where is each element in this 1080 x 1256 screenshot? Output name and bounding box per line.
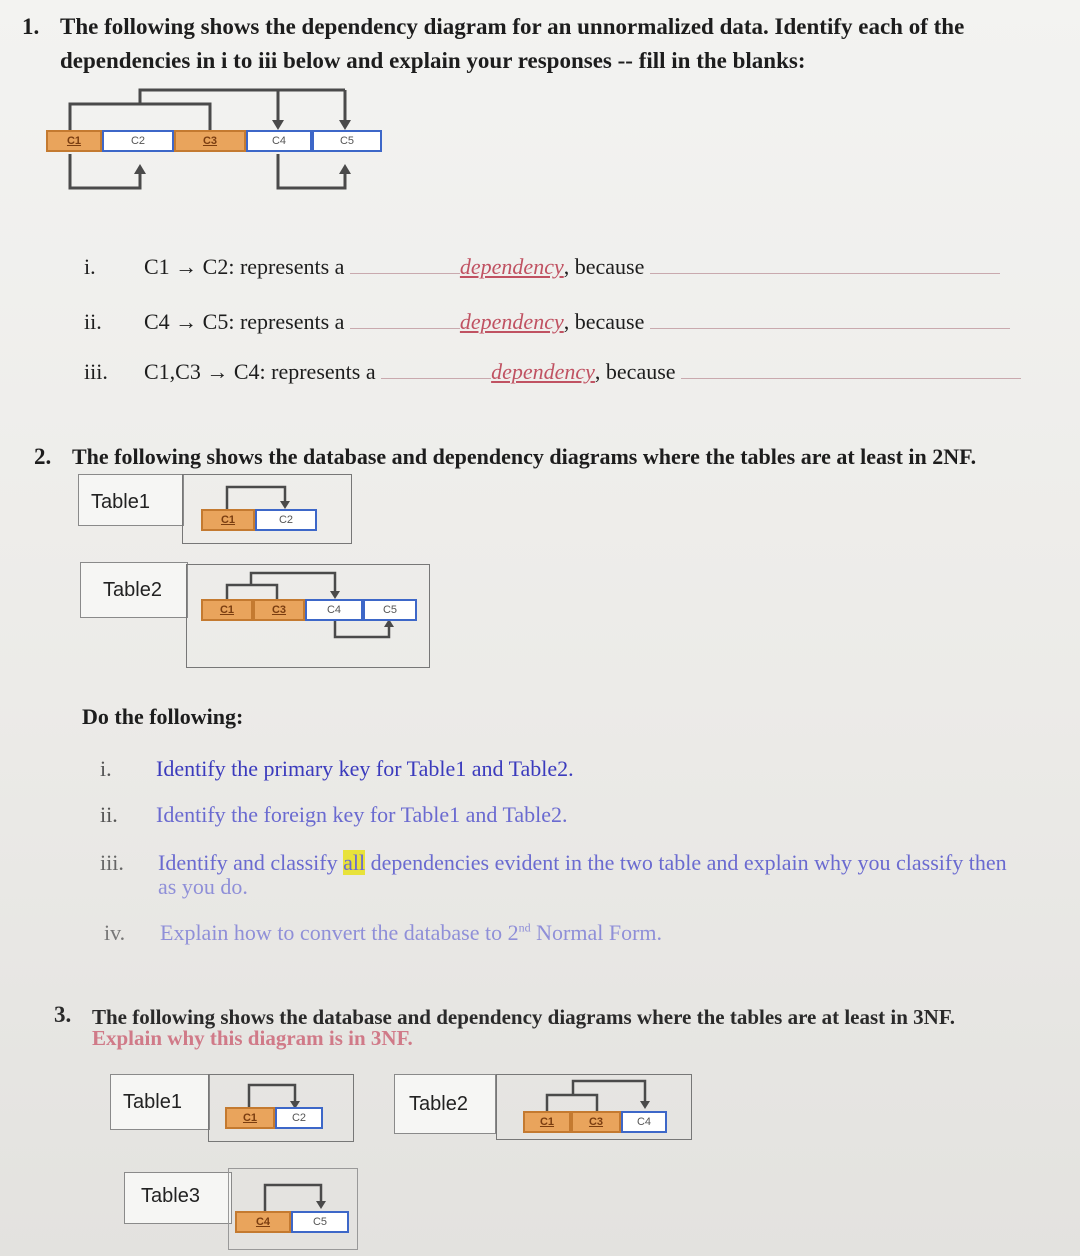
q2-task-2 <box>100 802 568 828</box>
q3-table2-name: Table2 <box>409 1093 468 1115</box>
q1-item-2-dep: dependency <box>459 309 564 334</box>
q2-task-4-text-before: Explain how to convert the database to 2 <box>160 920 519 945</box>
q3-table3-cell-c4: C4 <box>235 1211 291 1233</box>
q2-task-4-text-after: Normal Form. <box>530 920 663 945</box>
q1-item-3-num: iii. <box>84 359 108 384</box>
q1-item-1-blank[interactable] <box>350 259 460 274</box>
q3-table3-label-box <box>124 1172 232 1224</box>
q2-text: The following shows the database and dependency diagrams where the tables are at least in 2NF. <box>72 444 977 469</box>
q2-table1-diagram <box>182 474 352 544</box>
q3-table2-cell-c3: C3 <box>571 1111 621 1133</box>
q2-task-3-line2: as you do. <box>158 874 248 899</box>
q2-task-1 <box>100 756 574 782</box>
q2-task-4 <box>104 920 662 946</box>
q1-text-line1: The following shows the dependency diagram for an unnormalized data. Identify each of the <box>60 14 965 39</box>
q2-table2-diagram <box>186 564 430 668</box>
q2-task-3-text-before: Identify and classify <box>158 850 338 875</box>
q2-task-4-num: iv. <box>104 920 126 945</box>
q2-table2-cell-c1: C1 <box>201 599 253 621</box>
q2-task-1-num: i. <box>100 756 112 781</box>
q3-table3-name: Table3 <box>141 1185 200 1207</box>
q3-table2-cell-c1: C1 <box>523 1111 571 1133</box>
q1-item-3-because: , because <box>594 359 676 384</box>
q3-table1-diagram <box>208 1074 354 1142</box>
q2-table2-cell-c5: C5 <box>363 599 417 621</box>
q1-item-3-dep: dependency <box>491 359 595 384</box>
q3-table2-diagram <box>496 1074 692 1140</box>
q3-table1-cell-c2: C2 <box>275 1107 323 1129</box>
q2-task-1-text: Identify the primary key for Table1 and Table2. <box>156 756 574 781</box>
q2-table1-cell-c2: C2 <box>255 509 317 531</box>
q2-task-4-sup: nd <box>518 920 531 935</box>
q1-item-1-dep: dependency <box>459 254 564 279</box>
q3-subtext: Explain why this diagram is in 3NF. <box>92 1026 413 1050</box>
q2-task-3-num: iii. <box>100 850 124 875</box>
q2-table2-cell-c3: C3 <box>253 599 305 621</box>
q3-table1-cell-c1: C1 <box>225 1107 275 1129</box>
q1-cell-c2: C2 <box>102 130 174 152</box>
q2-task-3-text-after: dependencies evident in the two table and explain why you classify then <box>370 850 1007 875</box>
q3-number: 3. <box>54 1002 72 1027</box>
q3-table2-cell-c4: C4 <box>621 1111 667 1133</box>
q1-item-2-blank[interactable] <box>350 314 460 329</box>
q2-task-3-highlight: all <box>343 850 366 875</box>
q3-table2-label-box <box>394 1074 496 1134</box>
q1-item-3 <box>84 359 1021 385</box>
q1-dependency-diagram <box>40 82 400 202</box>
q1-item-3-reason-blank[interactable] <box>681 364 1021 379</box>
q2-table2-label-box <box>80 562 188 618</box>
q1-item-1-num: i. <box>84 254 96 279</box>
q2-task-3 <box>100 850 1007 876</box>
q1-item-1-because: , because <box>563 254 645 279</box>
q2-table1-label-box <box>78 474 184 526</box>
q1-item-3-blank[interactable] <box>381 364 491 379</box>
q2-table2-cell-c4: C4 <box>305 599 363 621</box>
q2-number: 2. <box>34 444 52 469</box>
q2-table2-name: Table2 <box>103 579 162 601</box>
q2-table1-cell-c1: C1 <box>201 509 255 531</box>
q2-table1-name: Table1 <box>91 491 150 513</box>
q3-table1-label-box <box>110 1074 210 1130</box>
q1-item-2-num: ii. <box>84 309 102 334</box>
q1-item-1-reason-blank[interactable] <box>650 259 1000 274</box>
q1-cell-c1: C1 <box>46 130 102 152</box>
q3-text: The following shows the database and dependency diagrams where the tables are at least in 3NF. <box>92 1005 955 1029</box>
q2-do-following: Do the following: <box>82 704 244 729</box>
q1-cell-c3: C3 <box>174 130 246 152</box>
q1-cell-c5: C5 <box>312 130 382 152</box>
q3-table3-cell-c5: C5 <box>291 1211 349 1233</box>
q1-item-1 <box>84 254 1000 280</box>
q1-item-2-because: , because <box>563 309 645 334</box>
q1-cell-c4: C4 <box>246 130 312 152</box>
q1-item-1-expr: C1 → C2: represents a <box>144 254 345 279</box>
q2-task-2-num: ii. <box>100 802 118 827</box>
q1-number: 1. <box>22 14 40 39</box>
q3-table1-name: Table1 <box>123 1091 182 1113</box>
q1-item-3-expr: C1,C3 → C4: represents a <box>144 359 376 384</box>
q1-item-2-reason-blank[interactable] <box>650 314 1010 329</box>
q3-table3-arrows <box>229 1169 357 1249</box>
q1-text-line2: dependencies in i to iii below and explain your responses -- fill in the blanks: <box>60 48 806 73</box>
q1-item-2 <box>84 309 1010 335</box>
q3-table3-diagram <box>228 1168 358 1250</box>
q1-item-2-expr: C4 → C5: represents a <box>144 309 345 334</box>
q2-task-2-text: Identify the foreign key for Table1 and Table2. <box>156 802 568 827</box>
